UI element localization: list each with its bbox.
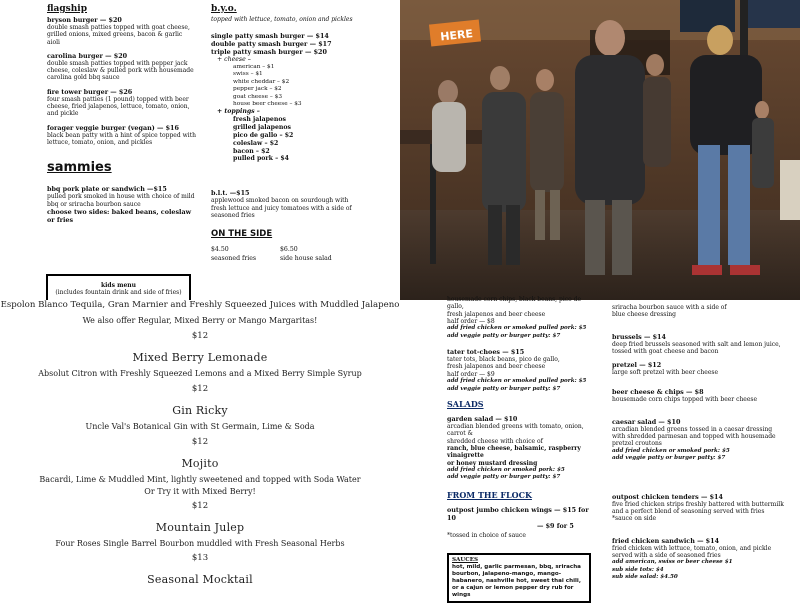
addon: add american, swiss or beer cheese $1: [612, 559, 733, 566]
menu-page-top-left: [0, 0, 400, 300]
cocktail-note: Or Try it with Mixed Berry!: [144, 487, 256, 496]
cocktail-name: Seasonal Mocktail: [147, 573, 253, 586]
menu-column-left: [447, 296, 597, 603]
item-desc: black bean patty with a hint of spice topped with lettuce, tomato, onion, and pickles: [47, 131, 196, 146]
cocktail-note: We also offer Regular, Mixed Berry or Mango Margaritas!: [82, 316, 318, 325]
menu-column-left: [47, 4, 197, 224]
addon: add fried chicken or smoked pork: $5: [612, 447, 730, 454]
cocktail-price: $13: [191, 553, 209, 563]
menu-column-right: [211, 4, 361, 263]
addon: add fried chicken or smoked pulled pork: $5: [447, 378, 587, 385]
addon: add veggie patty or burger patty: $7: [447, 385, 561, 392]
addon: add veggie patty or burger patty: $7: [612, 455, 726, 462]
topping-option: bacon – $2: [233, 147, 270, 155]
brussels-title: brussels — $14: [612, 332, 666, 341]
flagship-item: [47, 52, 197, 82]
side-price: $6.50: [280, 246, 298, 254]
addon: add veggie patty or burger patty: $7: [447, 332, 561, 339]
byo-heading: b.y.o.: [211, 4, 237, 14]
tots-title: tater tot-choes — $15: [447, 348, 525, 357]
cheese-option: house beer cheese – $3: [233, 101, 302, 108]
addon: sub side tots: $4: [612, 566, 664, 573]
menu-column-right: [612, 304, 787, 582]
item-title: bryson burger — $20: [47, 16, 122, 24]
item-desc: large soft pretzel with beer cheese: [612, 369, 719, 377]
item-desc: five fried chicken strips freshly battered with buttermilk and a perfect blend of seasoning served with fries *sauce on side: [612, 500, 784, 523]
svg-text:HERE: HERE: [439, 27, 474, 44]
item-desc: housemade corn chips topped with beer cheese: [612, 396, 758, 404]
sauces-box: [447, 553, 591, 603]
item-desc: housemade corn chips, black beans, pico de gallo, fresh jalapenos and beer cheese: [447, 296, 582, 318]
caesar-title: caesar salad — $10: [612, 417, 681, 426]
topping-option: fresh jalapenos: [233, 116, 286, 124]
cheese-option: white cheddar – $2: [233, 78, 290, 85]
garden-title: garden salad — $10: [447, 415, 518, 424]
item-desc: sriracha bourbon sauce with a side of blue cheese dressing: [612, 304, 727, 319]
side-item: seasoned fries: [211, 255, 257, 263]
byo-row: single patty smash burger — $14: [211, 32, 329, 40]
bbq-desc: pulled pork smoked in house with choice of mild bbq or sriracha bourbon sauce: [47, 193, 195, 208]
blt-title: b.l.t. —$15: [211, 189, 250, 198]
cocktail-item: [0, 521, 400, 563]
side-price: $4.50: [211, 246, 229, 254]
cocktail-desc: Bacardi, Lime & Muddled Mint, lightly sweetened and topped with Soda Water: [39, 475, 361, 484]
item-desc: arcadian blended greens tossed in a caesar dressing with shredded parmesan and topped with housemade pretzel croutons: [612, 425, 776, 448]
cheese-option: swiss – $1: [233, 71, 263, 78]
byo-sub: topped with lettuce, tomato, onion and pickles: [211, 16, 353, 23]
kids-title: kids menu: [101, 282, 136, 289]
salads-heading: SALADS: [447, 399, 484, 410]
flagship-item: [47, 16, 197, 46]
cocktail-name: Mixed Berry Lemonade: [132, 351, 268, 364]
item-title: fire tower burger — $26: [47, 87, 133, 96]
byo-row: triple patty smash burger — $20: [211, 48, 327, 56]
topping-option: coleslaw – $2: [233, 139, 279, 147]
cocktail-price: $12: [191, 384, 209, 394]
cheese-option: pepper jack – $2: [233, 86, 282, 93]
sammies-heading: sammies: [47, 160, 112, 176]
pretzel-title: pretzel — $12: [612, 361, 662, 370]
cocktail-price: $12: [191, 331, 209, 341]
sauces-label: SAUCES: [452, 557, 479, 564]
cocktail-item: [0, 404, 400, 447]
cocktail-price: $12: [191, 437, 209, 447]
cheese-label: + cheese –: [217, 56, 251, 63]
beer-cheese-title: beer cheese & chips — $8: [612, 388, 704, 397]
side-item: side house salad: [280, 255, 332, 263]
flagship-heading: flagship: [47, 4, 87, 14]
blt-desc: applewood smoked bacon on sourdough with fresh lettuce and juicy tomatoes with a side of seasoned fries: [211, 197, 352, 219]
item-title: carolina burger — $20: [47, 51, 128, 60]
cocktail-name: Mountain Julep: [155, 521, 245, 534]
wings-note: *tossed in choice of sauce: [447, 531, 526, 539]
addon: add fried chicken or smoked pork: $5: [447, 466, 565, 473]
on-the-side-heading: ON THE SIDE: [211, 229, 273, 240]
cocktail-name: Mojito: [181, 457, 219, 470]
wings-price-5: — $9 for 5: [537, 521, 574, 530]
cocktail-item: [0, 573, 400, 586]
bar-photo: [400, 0, 800, 300]
kids-sub: (includes fountain drink and side of fries): [55, 289, 182, 296]
poster: [780, 160, 800, 220]
cocktail-desc: Espolon Blanco Tequila, Gran Marnier and Freshly Squeezed Juices with Muddled Jalapeno: [0, 300, 400, 310]
sauces-text: hot, mild, garlic parmesan, bbq, sriracha bourbon, jalapeno-mango, mango-habanero, nashville hot, sweet thai chili, or a cajun or lemon pepper dry rub for wings: [452, 564, 581, 599]
cocktail-price: $12: [191, 501, 209, 511]
bar-crowd-image: [400, 0, 800, 300]
item-desc: tater tots, black beans, pico de gallo, fresh jalapenos and beer cheese: [447, 356, 560, 371]
cocktail-desc: Absolut Citron with Freshly Squeezed Lemons and a Mixed Berry Simple Syrup: [38, 369, 362, 378]
addon: add fried chicken or smoked pulled pork: $5: [447, 325, 587, 332]
item-desc: arcadian blended greens with tomato, onion, carrot & shredded cheese with choice of ranch, blue cheese, balsamic, raspberry vinaigrette or honey mustard dressing: [447, 423, 584, 467]
tv-screen: [748, 0, 800, 28]
item-desc: four smash patties (1 pound) topped with beer cheese, fried jalapenos, lettuce, tomato, onion, and pickle: [47, 95, 190, 118]
cheese-option: american – $1: [233, 64, 275, 70]
cocktail-name: Gin Ricky: [172, 404, 228, 417]
byo-row: double patty smash burger — $17: [211, 40, 332, 48]
cheese-option: goat cheese – $3: [233, 93, 283, 100]
item-desc: double smash patties topped with pepper jack cheese, coleslaw & pulled pork with housemade carolina gold bbq sauce: [47, 59, 194, 82]
flock-heading: FROM THE FLOCK: [447, 489, 532, 500]
toppings-label: + toppings –: [217, 108, 260, 116]
topping-option: grilled jalapenos: [233, 124, 292, 132]
flagship-item: [47, 124, 197, 147]
flagship-item: [47, 88, 197, 118]
addon: sub side salad: $4.50: [612, 574, 678, 581]
item-title: forager veggie burger (vegan) — $16: [47, 123, 179, 132]
cocktail-item: [0, 457, 400, 511]
half-order: half order — $8: [447, 317, 495, 325]
half-order: half order — $9: [447, 370, 495, 378]
item-desc: double smash patties topped with goat cheese, grilled onions, mixed greens, bacon & garlic aioli: [47, 24, 190, 46]
menu-page-bottom-right: [400, 296, 800, 600]
cocktail-menu: [0, 300, 400, 600]
item-desc: fried chicken with lettuce, tomato, onion, and pickle served with a side of seasoned fries: [612, 544, 772, 559]
addon: add veggie patty or burger patty: $7: [447, 474, 561, 481]
bbq-sides: choose two sides: baked beans, coleslaw or fries: [47, 207, 192, 224]
sides-table: [211, 245, 361, 263]
topping-option: pico de gallo – $2: [233, 132, 294, 140]
tenders-title: outpost chicken tenders — $14: [612, 492, 723, 501]
cocktail-desc: Four Roses Single Barrel Bourbon muddled with Fresh Seasonal Herbs: [55, 539, 345, 548]
cocktail-desc: Uncle Val's Botanical Gin with St Germain, Lime & Soda: [85, 422, 315, 431]
wings-title: outpost jumbo chicken wings — $15 for 10: [447, 505, 589, 522]
topping-option: pulled pork – $4: [233, 155, 289, 163]
item-desc: deep fried brussels seasoned with salt and lemon juice, tossed with goat cheese and bacon: [612, 340, 781, 355]
fried-chicken-sandwich-title: fried chicken sandwich — $14: [612, 536, 720, 545]
cocktail-item: [0, 351, 400, 394]
bbq-title: bbq pork plate or sandwich —$15: [47, 185, 167, 194]
